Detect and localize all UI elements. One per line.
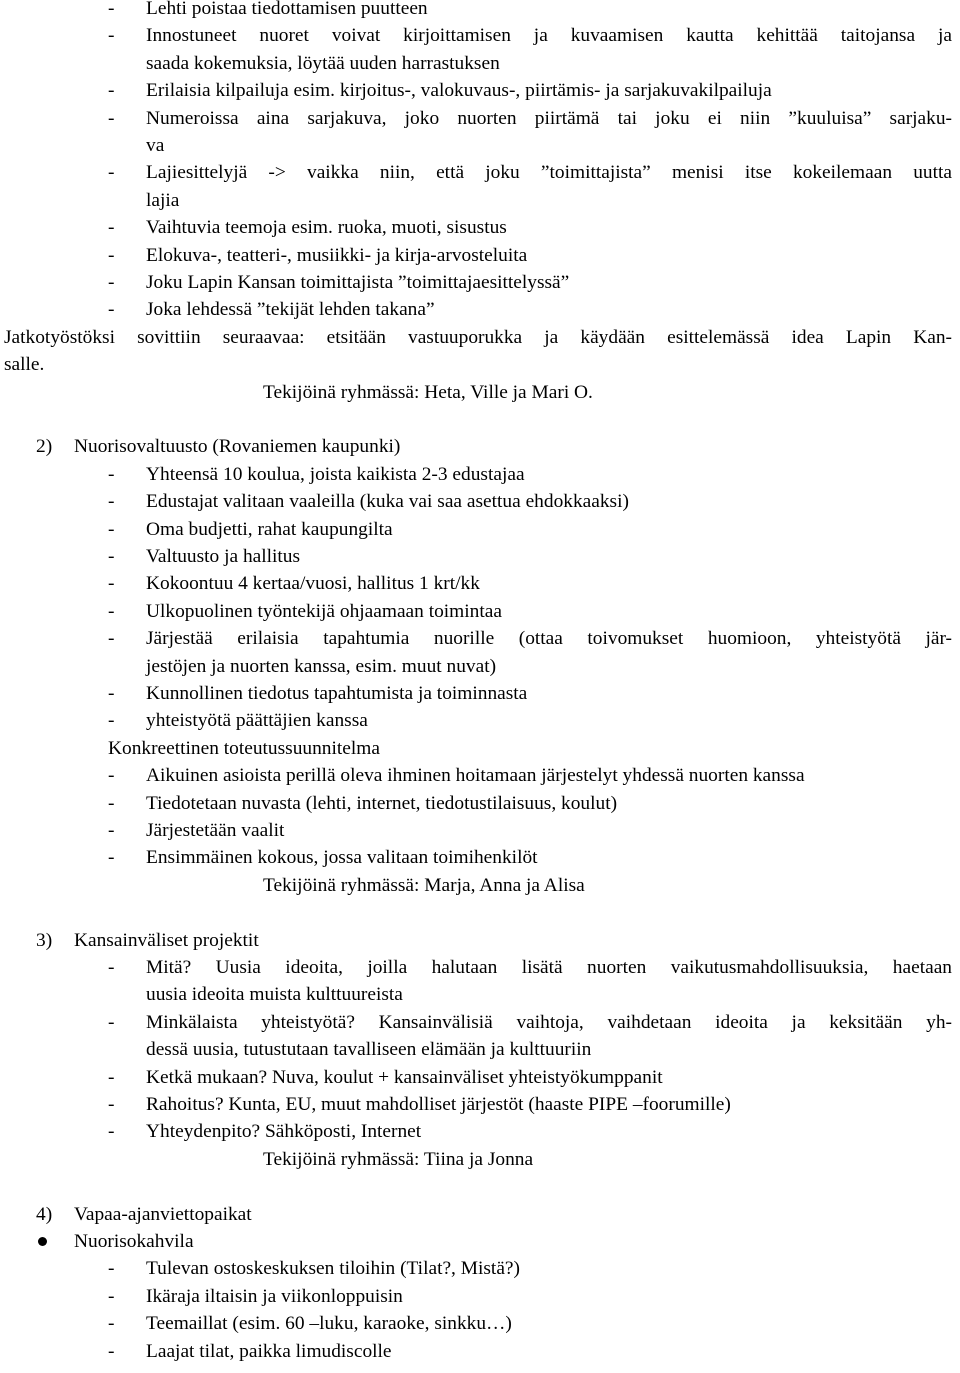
bullet-item-text: Nuorisokahvila: [74, 1231, 194, 1252]
section-heading: Vapaa-ajanviettopaikat: [74, 1203, 252, 1225]
list-dash: -: [108, 765, 115, 787]
list-item-text: uusia ideoita muista kulttuureista: [146, 984, 403, 1006]
list-item-text: Valtuusto ja hallitus: [146, 546, 301, 567]
list-item-text: Numeroissa aina sarjakuva, joko nuorten piirtämä tai joku ei niin ”kuuluisa” sarjaku-: [146, 107, 952, 129]
list-item-text: Innostuneet nuoret voivat kirjoittamisen ja kuvaamisen kautta kehittää taitojansa ja: [146, 25, 952, 47]
list-dash: -: [108, 1313, 115, 1335]
list-item-text: Ikäraja iltaisin ja viikonloppuisin: [146, 1285, 403, 1307]
list-item-text: yhteistyötä päättäjien kanssa: [146, 710, 368, 732]
list-item-text: Järjestää erilaisia tapahtumia nuorille (ottaa toivomukset huomioon, yhteistyötä jär-: [146, 628, 952, 650]
followup-text: salle.: [4, 354, 45, 376]
section-number: 2): [36, 436, 53, 458]
list-item-text: Ulkopuolinen työntekijä ohjaamaan toimintaa: [146, 600, 502, 622]
list-item-text: Ensimmäinen kokous, jossa valitaan toimihenkilöt: [146, 847, 538, 869]
list-dash: -: [108, 1258, 115, 1280]
list-dash: -: [108, 0, 115, 19]
list-item-text: Teemaillat (esim. 60 –luku, karaoke, sinkku…): [146, 1313, 512, 1335]
section-heading: Kansainväliset projektit: [74, 929, 259, 951]
list-dash: -: [108, 820, 115, 841]
followup-text: Jatkotyöstöksi sovittiin seuraavaa: etsitään vastuuporukka ja käydään esittelemässä idea Lapin Kan-: [4, 326, 952, 348]
list-dash: -: [108, 463, 115, 485]
list-dash: -: [108, 1011, 115, 1033]
list-item-text: Järjestetään vaalit: [146, 820, 285, 841]
list-item-text: Kunnollinen tiedotus tapahtumista ja toiminnasta: [146, 683, 528, 704]
list-dash: -: [108, 628, 115, 650]
list-dash: -: [108, 683, 115, 704]
list-dash: -: [108, 1066, 115, 1088]
list-dash: -: [108, 217, 115, 239]
section-heading: Nuorisovaltuusto (Rovaniemen kaupunki): [74, 436, 401, 458]
list-dash: -: [108, 107, 115, 129]
list-dash: -: [108, 847, 115, 869]
list-dash: -: [108, 518, 115, 540]
list-item-text: dessä uusia, tutustutaan tavalliseen elämään ja kulttuuriin: [146, 1039, 592, 1061]
list-dash: -: [108, 272, 115, 293]
list-dash: -: [108, 299, 115, 321]
list-item-text: Lajiesittelyjä -> vaikka niin, että joku ”toimittajista” menisi itse kokeilemaan uutta: [146, 162, 952, 184]
list-dash: -: [108, 573, 115, 595]
list-item-text: va: [146, 135, 165, 156]
list-dash: -: [108, 80, 115, 102]
list-item-text: Elokuva-, teatteri-, musiikki- ja kirja-arvosteluita: [146, 244, 528, 266]
list-dash: -: [108, 546, 115, 567]
list-dash: -: [108, 1285, 115, 1307]
list-item-text: jestöjen ja nuorten kanssa, esim. muut nuvat): [146, 655, 497, 677]
list-item-text: lajia: [146, 189, 180, 211]
list-dash: -: [108, 162, 115, 184]
group-authors: Tekijöinä ryhmässä: Tiina ja Jonna: [263, 1148, 534, 1170]
list-item-text: Joku Lapin Kansan toimittajista ”toimittajaesittelyssä”: [146, 272, 570, 293]
list-item-text: Joka lehdessä ”tekijät lehden takana”: [146, 299, 435, 321]
list-item-text: Laajat tilat, paikka limudiscolle: [146, 1340, 392, 1362]
group-authors: Tekijöinä ryhmässä: Heta, Ville ja Mari O.: [263, 381, 593, 403]
list-item-text: Tulevan ostoskeskuksen tiloihin (Tilat?, Mistä?): [146, 1258, 520, 1280]
section-number: 4): [36, 1203, 53, 1225]
list-item-text: Oma budjetti, rahat kaupungilta: [146, 518, 393, 540]
list-dash: -: [108, 244, 115, 266]
list-item-text: Edustajat valitaan vaaleilla (kuka vai saa asettua ehdokkaaksi): [146, 491, 629, 513]
list-item-text: Ketkä mukaan? Nuva, koulut + kansainväliset yhteistyökumppanit: [146, 1066, 663, 1088]
section-number: 3): [36, 929, 53, 951]
list-dash: -: [108, 957, 115, 978]
list-dash: -: [108, 25, 115, 47]
list-dash: -: [108, 491, 115, 513]
list-dash: -: [108, 1121, 115, 1143]
group-authors: Tekijöinä ryhmässä: Marja, Anna ja Alisa: [263, 874, 585, 896]
list-item-text: Aikuinen asioista perillä oleva ihminen hoitamaan järjestelyt yhdessä nuorten kanssa: [146, 765, 805, 787]
list-item-text: Vaihtuvia teemoja esim. ruoka, muoti, sisustus: [146, 217, 507, 239]
subheading: Konkreettinen toteutussuunnitelma: [108, 737, 380, 759]
list-item-text: Yhteensä 10 koulua, joista kaikista 2-3 edustajaa: [146, 463, 525, 485]
list-dash: -: [108, 710, 115, 732]
list-item-text: Kokoontuu 4 kertaa/vuosi, hallitus 1 krt/kk: [146, 573, 480, 595]
list-dash: -: [108, 1094, 115, 1115]
list-item-text: Mitä? Uusia ideoita, joilla halutaan lisätä nuorten vaikutusmahdollisuuksia, haetaan: [146, 957, 952, 978]
list-item-text: Erilaisia kilpailuja esim. kirjoitus-, valokuvaus-, piirtämis- ja sarjakuvakilpailuja: [146, 80, 772, 102]
list-dash: -: [108, 600, 115, 622]
list-dash: -: [108, 1340, 115, 1362]
list-item-text: Tiedotetaan nuvasta (lehti, internet, tiedotustilaisuus, koulut): [146, 792, 618, 814]
list-item-text: saada kokemuksia, löytää uuden harrastuksen: [146, 52, 500, 74]
list-dash: -: [108, 792, 115, 814]
list-item-text: Rahoitus? Kunta, EU, muut mahdolliset järjestöt (haaste PIPE –foorumille): [146, 1094, 731, 1115]
list-item-text: Yhteydenpito? Sähköposti, Internet: [146, 1121, 422, 1143]
list-item-text: Minkälaista yhteistyötä? Kansainvälisiä vaihtoja, vaihdetaan ideoita ja keksitään yh-: [146, 1011, 952, 1033]
bullet-icon: [38, 1237, 47, 1246]
list-item-text: Lehti poistaa tiedottamisen puutteen: [146, 0, 428, 19]
